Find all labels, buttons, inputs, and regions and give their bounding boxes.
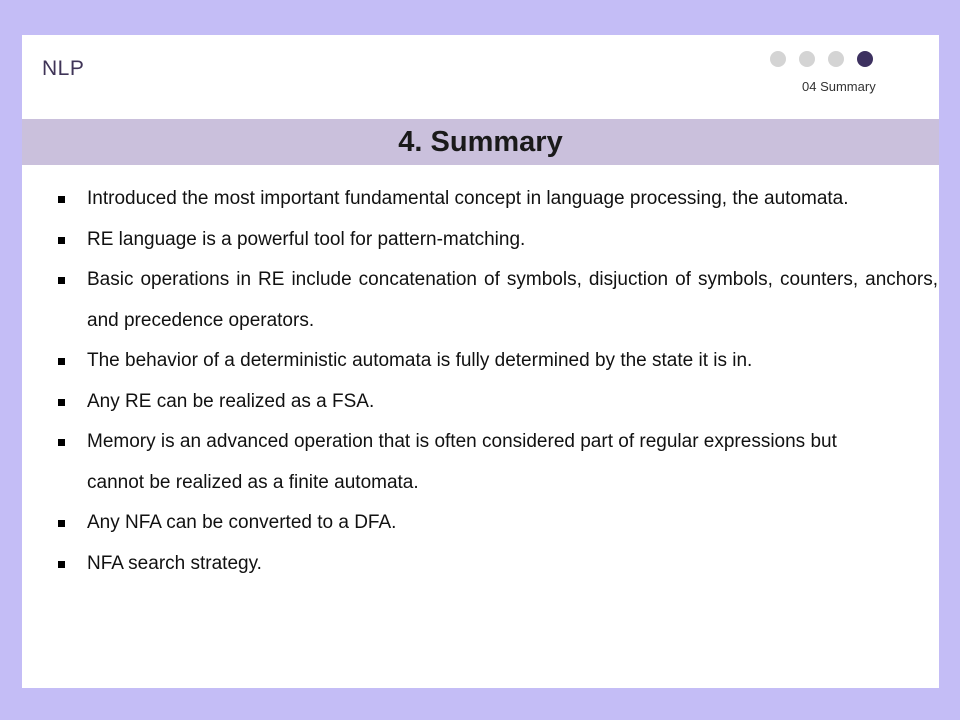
progress-dot-3[interactable] (828, 51, 844, 67)
bullet-text: Any RE can be realized as a FSA. (87, 390, 375, 412)
bullet-item (58, 544, 938, 585)
slide (22, 35, 939, 688)
bullet-list (58, 179, 938, 584)
square-bullet-icon (58, 277, 65, 284)
square-bullet-icon (58, 561, 65, 568)
progress-dots (770, 51, 873, 67)
bullet-item (58, 220, 938, 261)
bullet-text: Introduced the most important fundamental concept in language processing, the automata. (87, 188, 849, 209)
bullet-text: NFA search strategy. (87, 552, 262, 574)
title-band (22, 119, 939, 165)
bullet-item (58, 422, 938, 503)
slide-title: 4. Summary (398, 126, 563, 158)
bullet-item (58, 503, 938, 544)
progress-dot-1[interactable] (770, 51, 786, 67)
bullet-item (58, 382, 938, 423)
bullet-item (58, 260, 938, 341)
square-bullet-icon (58, 399, 65, 406)
bullet-text: The behavior of a deterministic automata is fully determined by the state it is in. (87, 350, 753, 371)
bullet-text: Basic operations in RE include concatenation of symbols, disjuction of symbols, counters, anchors, and precedence operators. (87, 269, 938, 331)
brand-label: NLP (42, 57, 85, 80)
square-bullet-icon (58, 439, 65, 446)
square-bullet-icon (58, 520, 65, 527)
square-bullet-icon (58, 358, 65, 365)
bullet-text: Memory is an advanced operation that is often considered part of regular expressions but cannot be realized as a finite automata. (87, 431, 837, 493)
bullet-text: RE language is a powerful tool for pattern-matching. (87, 228, 526, 250)
progress-dot-4-active[interactable] (857, 51, 873, 67)
progress-dot-2[interactable] (799, 51, 815, 67)
square-bullet-icon (58, 237, 65, 244)
bullet-item (58, 341, 938, 382)
section-label: 04 Summary (802, 79, 876, 94)
square-bullet-icon (58, 196, 65, 203)
bullet-item (58, 179, 938, 220)
bullet-text: Any NFA can be converted to a DFA. (87, 512, 397, 533)
